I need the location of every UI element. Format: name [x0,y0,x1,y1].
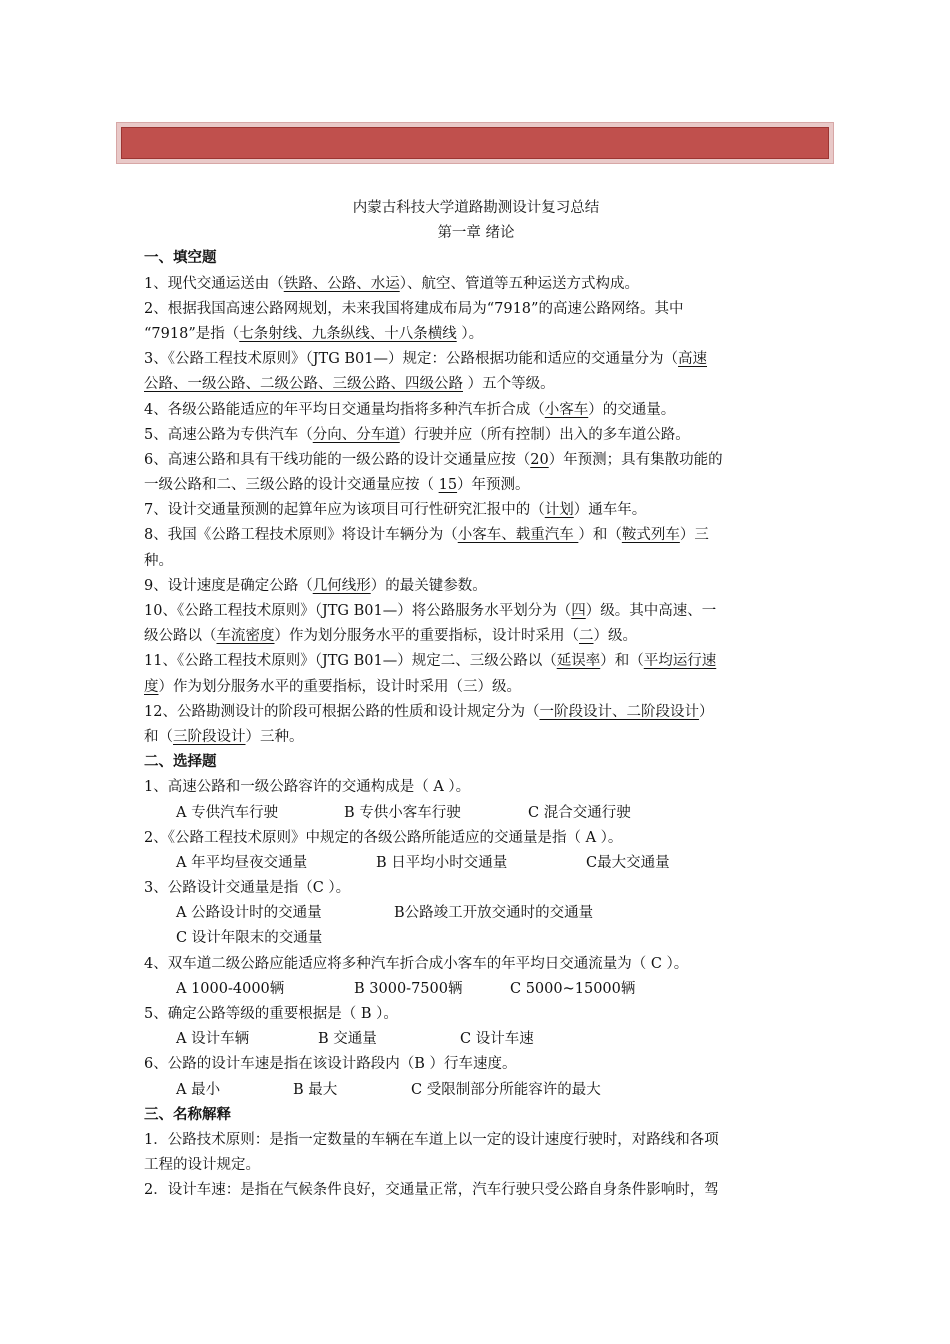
definition-1-cont: 工程的设计规定。 [144,1157,260,1174]
definition-2: 2．设计车速：是指在气候条件良好，交通量正常，汽车行驶只受公路自身条件影响时，驾 [144,1182,719,1199]
document-body [144,196,808,1204]
choice-options-6: A 最小 B 最大 C 受限制部分所能容许的最大 [176,1081,601,1098]
chapter-title: 第一章 绪论 [437,225,515,242]
choice-options-3: A 公路设计时的交通量 B公路竣工开放交通时的交通量 [176,905,594,922]
question-3: 3、《公路工程技术原则》（JTG B01—）规定：公路根据功能和适应的交通量分为（高速 [144,351,708,368]
question-11: 11、《公路工程技术原则》（JTG B01—）规定二、三级公路以（延误率）和（平均运行速 [144,653,717,670]
question-8-cont: 种。 [144,552,173,569]
choice-question-3: 3、公路设计交通量是指（C ）。 [144,880,351,897]
page-title: 内蒙古科技大学道路勘测设计复习总结 [352,200,600,216]
question-1: 1、现代交通运送由（铁路、公路、水运）、航空、管道等五种运送方式构成。 [144,275,639,292]
question-10-cont: 级公路以（车流密度）作为划分服务水平的重要指标，设计时采用（二）级。 [144,628,637,645]
choice-question-2: 2、《公路工程技术原则》中规定的各级公路所能适应的交通量是指（ A ）。 [144,829,623,846]
choice-question-6: 6、公路的设计车速是指在该设计路段内（B ）行车速度。 [144,1056,517,1073]
question-6: 6、高速公路和具有干线功能的一级公路的设计交通量应按（20）年预测；具有集散功能的 [144,451,723,468]
question-7: 7、设计交通量预测的起算年应为该项目可行性研究汇报中的（计划）通车年。 [144,502,647,519]
question-12-cont: 和（三阶段设计）三种。 [144,728,304,745]
question-11-cont: 度）作为划分服务水平的重要指标，设计时采用（三）级。 [144,678,521,695]
choice-question-4: 4、双车道二级公路应能适应将多种汽车折合成小客车的年平均日交通流量为（ C ）。 [144,955,689,972]
question-12: 12、公路勘测设计的阶段可根据公路的性质和设计规定分为（一阶段设计、二阶段设计） [144,703,714,720]
question-2: 2、根据我国高速公路网规划，未来我国将建成布局为“7918”的高速公路网络。其中 [144,300,684,317]
question-6-cont: 一级公路和二、三级公路的设计交通量应按（ 15）年预测。 [144,477,530,494]
choice-options-3-cont: C 设计年限末的交通量 [176,930,323,947]
section-heading: 一、填空题 [144,250,217,267]
question-5: 5、高速公路为专供汽车（分向、分车道）行驶并应（所有控制）出入的多车道公路。 [144,426,690,443]
question-8: 8、我国《公路工程技术原则》将设计车辆分为（小客车、载重汽车 ）和（鞍式列车）三 [144,527,709,544]
question-10: 10、《公路工程技术原则》（JTG B01—）将公路服务水平划分为（四）级。其中高速、一 [144,603,717,619]
question-9: 9、设计速度是确定公路（几何线形）的最关键参数。 [144,577,487,594]
question-4: 4、各级公路能适应的年平均日交通量均指将多种汽车折合成（小客车）的交通量。 [144,401,676,418]
choice-question-5: 5、确定公路等级的重要根据是（ B ）。 [144,1006,398,1022]
choice-question-1: 1、高速公路和一级公路容许的交通构成是（ A ）。 [144,779,471,796]
choice-options-2: A 年平均昼夜交通量 B 日平均小时交通量 C最大交通量 [176,854,670,871]
section-heading: 三、名称解释 [144,1106,231,1123]
section-heading: 二、选择题 [144,754,217,771]
header-banner [116,122,834,164]
header-banner-bar [121,127,829,159]
choice-options-5: A 设计车辆 B 交通量 C 设计车速 [176,1031,534,1048]
definition-1: 1．公路技术原则：是指一定数量的车辆在车道上以一定的设计速度行驶时，对路线和各项 [144,1131,719,1148]
choice-options-4: A 1000-4000辆 B 3000-7500辆 C 5000~15000辆 [176,980,636,997]
question-2-cont: “7918”是指（七条射线、九条纵线、十八条横线 ）。 [144,325,484,342]
choice-options-1: A 专供汽车行驶 B 专供小客车行驶 C 混合交通行驶 [176,804,631,821]
question-3-cont: 公路、一级公路、二级公路、三级公路、四级公路 ）五个等级。 [144,376,555,393]
